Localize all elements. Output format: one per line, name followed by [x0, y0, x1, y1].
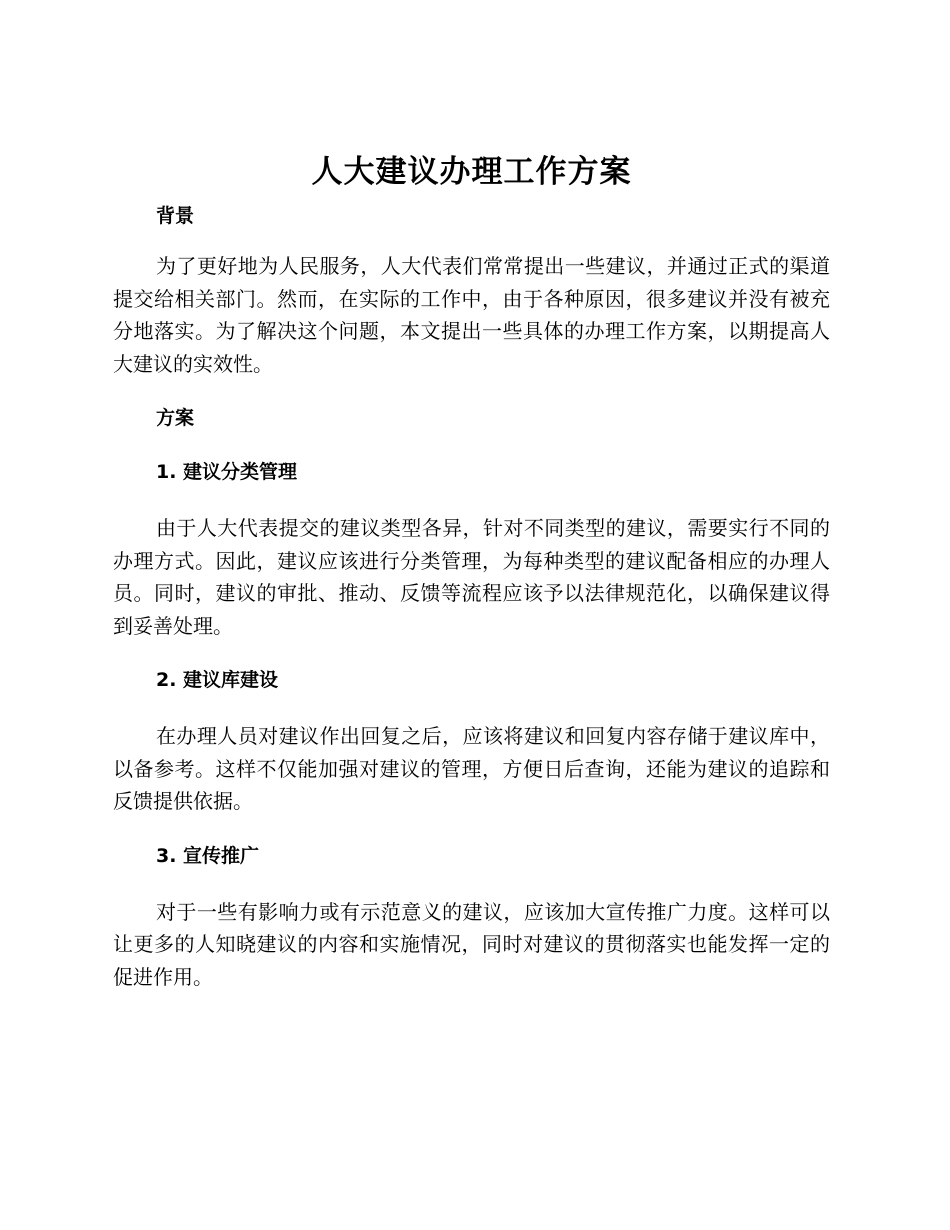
- document-title: 人大建议办理工作方案: [311, 154, 632, 190]
- paragraph-classification: 由于人大代表提交的建议类型各异，针对不同类型的建议，需要实行不同的办理方式。因此，建议应该进行分类管理，为每种类型的建议配备相应的办理人员。同时，建议的审批、推动、反馈等流程应该予以法律规范化，以确保建议得到妥善处理。: [113, 516, 830, 638]
- paragraph-promotion: 对于一些有影响力或有示范意义的建议，应该加大宣传推广力度。这样可以让更多的人知晓建议的内容和实施情况，同时对建议的贯彻落实也能发挥一定的促进作用。: [113, 899, 830, 989]
- subsection-heading-classification: 1. 建议分类管理: [156, 461, 298, 483]
- subsection-heading-promotion: 3. 宣传推广: [156, 844, 260, 867]
- section-heading-background: 背景: [156, 205, 195, 227]
- paragraph-database: 在办理人员对建议作出回复之后，应该将建议和回复内容存储于建议库中，以备参考。这样不仅能加强对建议的管理，方便日后查询，还能为建议的追踪和反馈提供依据。: [113, 724, 830, 813]
- document-body: [113, 150, 830, 993]
- subsection-heading-database: 2. 建议库建设: [156, 669, 279, 691]
- section-heading-plan: 方案: [156, 407, 195, 429]
- paragraph-background: 为了更好地为人民服务，人大代表们常常提出一些建议，并通过正式的渠道提交给相关部门。然而，在实际的工作中，由于各种原因，很多建议并没有被充分地落实。为了解决这个问题，本文提出一些具体的办理工作方案，以期提高人大建议的实效性。: [113, 254, 830, 376]
